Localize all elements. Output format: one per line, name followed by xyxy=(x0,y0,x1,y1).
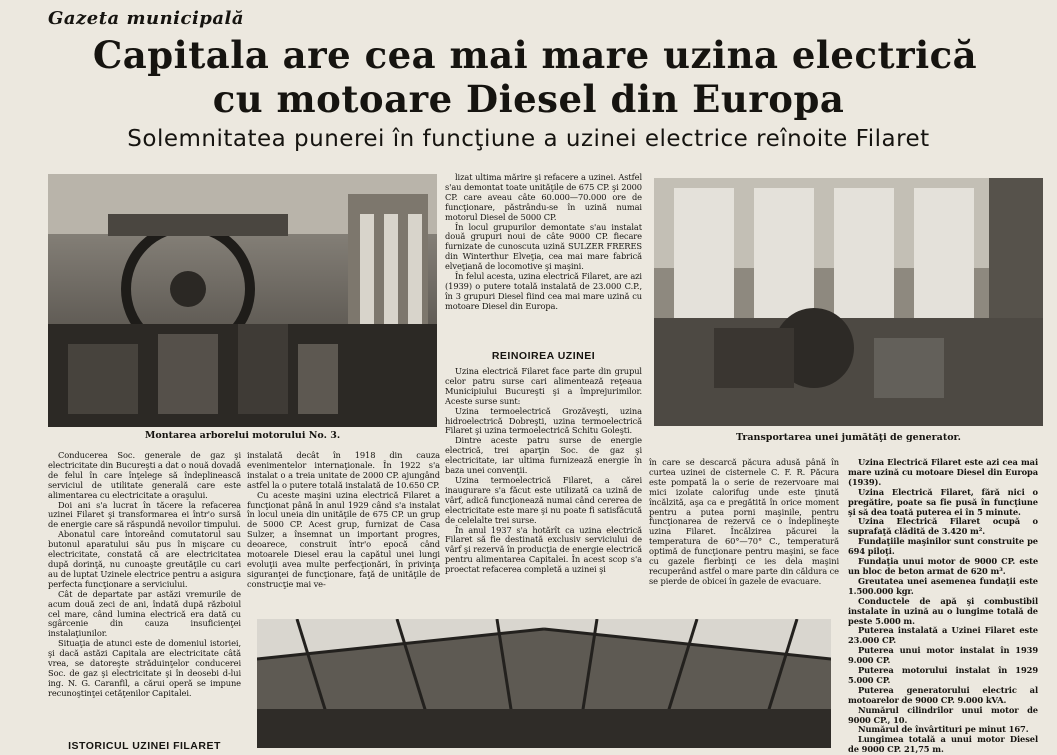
paragraph: instalată decât în 1918 din cauza evenimentelor internaţionale. În 1922 s'a instalat o a treia unitate de 2000 CP. ajungând astfel la o putere totală instalată de 10.650 CP. xyxy=(247,450,440,490)
fact: Lungimea totală a unui motor Diesel de 9000 CP. 21,75 m. xyxy=(848,734,1038,755)
subheadline: Solemnitatea punerei în funcţiune a uzinei electrice reînoite Filaret xyxy=(127,126,930,152)
paragraph: Situaţia de atunci este de domeniul istoriei, şi dacă astăzi Capitala are electricitate câtă vrea, se datoreşte străduinţelor conducerei Soc. de gaz şi electricitate şi în deosebi d-lui ing. N. G. Caranfil, a cărui operă se impune recunoştinţei cetăţenilor Capitalei. xyxy=(48,638,241,698)
photo-machine-hall-image xyxy=(257,619,831,748)
masthead: Gazeta municipală xyxy=(48,8,245,29)
fact: Puterea unui motor instalat în 1939 9.000 CP. xyxy=(848,645,1038,666)
headline-line-1: Capitala are cea mai mare uzina electrică xyxy=(92,33,978,77)
paragraph: În locul grupurilor demontate s'au instalat două grupuri noui de câte 9000 CP. fiecare furnizate de cunoscuta uzină SULZER FRERES din Winterthur Elveţia, cea mai mare fabrică elveţiană de locomotive şi maşini. xyxy=(445,221,642,272)
fact: Puterea motorului instalat în 1929 5.000 CP. xyxy=(848,665,1038,685)
paragraph: Conducerea Soc. generale de gaz şi electricitate din Bucureşti a dat o nouă dovadă de felul în care înţelege să îndeplinească serviciul de utilitate generală care este alimentarea cu electricitate a oraşului. xyxy=(48,450,241,500)
column-2 xyxy=(247,451,440,590)
photo-machine-hall xyxy=(257,619,831,748)
paragraph: În anul 1937 s'a hotărît ca uzina electrică Filaret să fie destinată exclusiv serviciului de vârf şi rezervă în producţia de energie electrică pentru alimentarea Capitalei. În acest scop s'a proectat refacerea completă a uzinei şi xyxy=(445,524,642,575)
fact: Numărul cilindrilor unui motor de 9000 CP., 10. xyxy=(848,704,1038,725)
fact: Fundaţiile maşinilor sunt construite pe 694 piloţi. xyxy=(848,536,1038,557)
column-1 xyxy=(48,451,241,699)
fact: Numărul de învârtituri pe minut 167. xyxy=(858,724,1029,735)
column-3-top xyxy=(445,173,642,312)
fact: Puterea instalată a Uzinei Filaret este 23.000 CP. xyxy=(848,625,1038,646)
section-title-reinoirea: REINOIREA UZINEI xyxy=(491,350,596,362)
paragraph: Cât de departate par astăzi vremurile de acum două zeci de ani, îndată după războiul cel mare, când lumina electrică era dată cu sgârcenie din cauza insuficienţei instalaţiunilor. xyxy=(48,588,241,639)
paragraph: Uzina electrică Filaret face parte din grupul celor patru surse cari alimentează reţeaua Municipiului Bucureşti şi a împrejurimilor. Aceste surse sunt: xyxy=(445,366,642,406)
paragraph: Abonatul care întoreând comutatorul sau butonul aparatului său pus în mişcare cu electricitate, constată că are electricitatea după dorinţă, nu cunoaşte greutăţile cu cari au de luptat Uzinele electrice pentru a asigura perfecta funcţionare a serviciului. xyxy=(48,529,241,589)
fact: Fundaţia unui motor de 9000 CP. este un bloc de beton armat de 620 m³. xyxy=(848,556,1038,576)
paragraph: în care se descarcă păcura adusă până în curtea uzinei de cisternele C. F. R. Păcura este pompată la o serie de rezervoare mai mici izolate calorifug unde este ţinută încălzită, aşa ca e pregătită în orice moment pentru a putea porni maşinile, pentru funcţionarea de rezervă ce o îndeplineşte uzina Filaret. Încălzirea păcurei la temperatura de 60°—70° C., temperatură optimă de funcţionare pentru maşini, se face cu gazele fierbinţi ce ies dela maşini recuperând astfel o mare parte din căldura ce se pierde de obicei în gazele de evacuare. xyxy=(649,457,839,586)
fact: Greutatea unei asemenea fundaţii este 1.500.000 kgr. xyxy=(848,575,1038,596)
section-title-istoricul: ISTORICUL UZINEI FILARET xyxy=(68,740,221,752)
fact: Uzina Electrică Filaret ocupă o suprafaţă clădită de 3.420 m². xyxy=(848,516,1038,537)
column-3-bottom xyxy=(445,367,642,575)
column-5 xyxy=(848,458,1038,755)
headline-line-2: cu motoare Diesel din Europa xyxy=(212,77,845,121)
photo-generator-transport-image xyxy=(654,178,1043,426)
fact: Uzina Electrică Filaret, fără nici o pregătire, poate sa fie pusă în funcţiune şi să dea toată puterea ei în 5 minute. xyxy=(848,486,1038,517)
caption-photo-right: Transportarea unei jumătăţi de generator. xyxy=(736,432,961,443)
paragraph: Cu aceste maşini uzina electrică Filaret a funcţionat până în anul 1929 când s'a instalat în locul uneia din unităţile de 675 CP. un grup de 5000 CP. Acest grup, furnizat de Casa Sulzer, a însemnat un important progres, deoarece, construit într'o epocă când motoarele Diesel erau la capătul unei lungi evoluţii avea multe perfecţionări, în privinţa siguranţei de funcţionare, faţă de unităţile de construcţie mai ve- xyxy=(247,489,440,589)
photo-engine-shaft xyxy=(48,174,437,427)
paragraph: Doi ani s'a lucrat în tăcere la refacerea uzinei Filaret şi transformarea ei într'o sursă de energie care să răspundă nevoilor timpului. xyxy=(48,499,241,530)
fact: Conductele de apă şi combustibil instalate în uzină au o lungime totală de peste 5.000 m. xyxy=(848,595,1038,626)
fact: Puterea generatorului electric al motoarelor de 9000 CP. 9.000 kVA. xyxy=(848,684,1038,705)
paragraph: lizat ultima mărire şi refacere a uzinei. Astfel s'au demontat toate unităţile de 675 CP. şi 2000 CP. care aveau câte 60.000—70.000 ore de funcţionare, păstrându-se în uzină numai motorul Diesel de 5000 CP. xyxy=(445,172,642,222)
paragraph: În felul acesta, uzina electrică Filaret, are azi (1939) o putere totală instalată de 23.000 C.P., în 3 grupuri Diesel fiind cea mai mare uzină cu motoare Diesel din Europa. xyxy=(445,271,642,311)
fact: Uzina Electrică Filaret este azi cea mai mare uzină cu motoare Diesel din Europa (1939). xyxy=(848,457,1038,487)
paragraph: Dintre aceste patru surse de energie electrică, trei aparţin Soc. de gaz şi electricitate, iar ultima furnizează energie în baza unei convenţii. xyxy=(445,435,642,476)
photo-engine-shaft-image xyxy=(48,174,437,427)
photo-generator-transport xyxy=(654,178,1043,426)
caption-photo-left: Montarea arborelui motorului No. 3. xyxy=(144,430,341,441)
paragraph: Uzina termoelectrică Filaret, a cărei inaugurare s'a făcut este utilizată ca uzină de vârf, adică funcţionează numai când cererea de electricitate este mare şi nu poate fi satisfăcută de celelalte trei surse. xyxy=(445,474,642,525)
column-4 xyxy=(649,458,839,587)
paragraph: Uzina termoelectrică Grozăveşti, uzina hidroelectrică Dobreşti, uzina termoelectrică Filaret şi uzina termoelectrică Schitu Goleşti. xyxy=(445,405,642,436)
